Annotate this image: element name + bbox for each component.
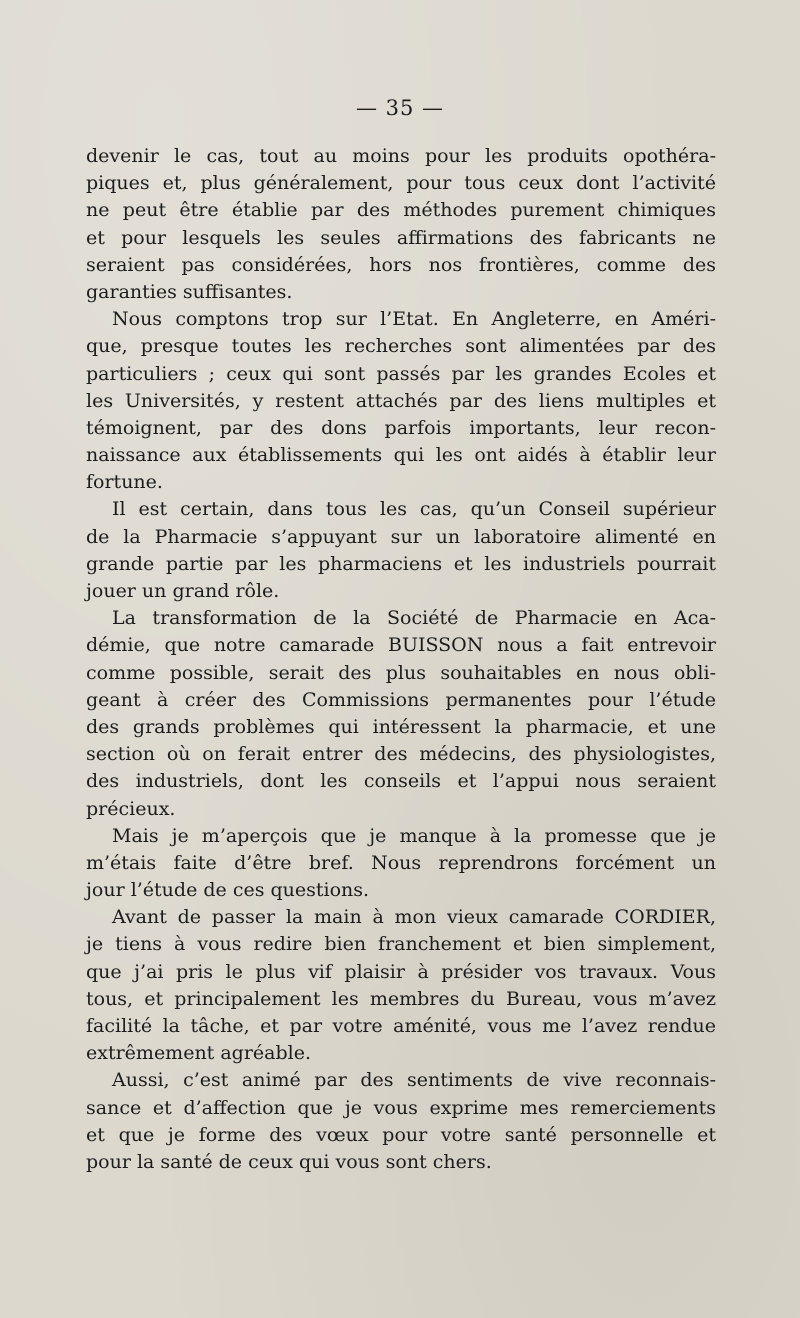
- text-line: que j’ai pris le plus vif plaisir à présider vos travaux. Vous: [86, 960, 716, 983]
- paragraph: [86, 904, 716, 1067]
- body-text: [86, 143, 716, 1176]
- text-line: comme possible, serait des plus souhaitables en nous obli-: [86, 661, 716, 684]
- text-line: geant à créer des Commissions permanentes pour l’étude: [86, 688, 716, 711]
- text-line: La transformation de la Société de Pharmacie en Aca-: [112, 607, 716, 630]
- paragraph: [86, 143, 716, 306]
- text-line: sance et d’affection que je vous exprime mes remerciements: [86, 1096, 716, 1119]
- text-line: fortune.: [86, 471, 163, 494]
- text-line: naissance aux établissements qui les ont aidés à établir leur: [86, 444, 716, 467]
- paragraph: [86, 823, 716, 905]
- text-line: particuliers ; ceux qui sont passés par les grandes Ecoles et: [86, 362, 716, 385]
- text-line: pour la santé de ceux qui vous sont chers.: [86, 1150, 492, 1173]
- text-line: section où on ferait entrer des médecins, des physiologistes,: [86, 743, 716, 766]
- text-line: ne peut être établie par des méthodes purement chimiques: [86, 199, 716, 222]
- text-line: facilité la tâche, et par votre aménité, vous me l’avez rendue: [86, 1015, 716, 1037]
- text-line: de la Pharmacie s’appuyant sur un laboratoire alimenté en: [86, 525, 716, 548]
- text-line: témoignent, par des dons parfois importants, leur recon-: [86, 416, 716, 439]
- text-line: je tiens à vous redire bien franchement et bien simplement,: [86, 933, 716, 956]
- text-line: des industriels, dont les conseils et l’appui nous seraient: [86, 770, 716, 793]
- text-line: que, presque toutes les recherches sont alimentées par des: [86, 335, 716, 358]
- text-line: Aussi, c’est animé par des sentiments de vive reconnais-: [112, 1069, 716, 1092]
- text-line: garanties suffisantes.: [86, 280, 293, 303]
- text-line: précieux.: [86, 797, 176, 820]
- text-line: Nous comptons trop sur l’Etat. En Angleterre, en Améri-: [112, 308, 716, 331]
- text-line: et que je forme des vœux pour votre santé personnelle et: [86, 1123, 716, 1146]
- text-line: Il est certain, dans tous les cas, qu’un Conseil supérieur: [112, 498, 716, 521]
- text-line: grande partie par les pharmaciens et les industriels pourrait: [86, 552, 716, 575]
- text-line: piques et, plus généralement, pour tous ceux dont l’activité: [86, 172, 716, 195]
- text-line: extrêmement agréable.: [86, 1042, 312, 1065]
- paragraph: [86, 306, 716, 496]
- text-line: et pour lesquels les seules affirmations des fabricants ne: [86, 226, 716, 249]
- paragraph: [86, 605, 716, 823]
- paragraph: [86, 496, 716, 605]
- page-number: — 35 —: [355, 96, 445, 120]
- text-line: devenir le cas, tout au moins pour les produits opothéra-: [86, 145, 716, 167]
- text-line: Mais je m’aperçois que je manque à la promesse que je: [112, 824, 716, 847]
- text-line: tous, et principalement les membres du Bureau, vous m’avez: [86, 987, 716, 1010]
- text-line: m’étais faite d’être bref. Nous reprendrons forcément un: [86, 851, 716, 874]
- text-line: jouer un grand rôle.: [86, 580, 280, 602]
- text-line: démie, que notre camarade BUISSON nous a fait entrevoir: [86, 634, 716, 657]
- text-line: les Universités, y restent attachés par des liens multiples et: [86, 389, 716, 412]
- text-line: Avant de passer la main à mon vieux camarade CORDIER,: [112, 906, 716, 929]
- text-line: jour l’étude de ces questions.: [86, 879, 370, 902]
- paragraph: [86, 1067, 716, 1176]
- text-line: des grands problèmes qui intéressent la pharmacie, et une: [86, 715, 716, 738]
- text-line: seraient pas considérées, hors nos frontières, comme des: [86, 253, 716, 276]
